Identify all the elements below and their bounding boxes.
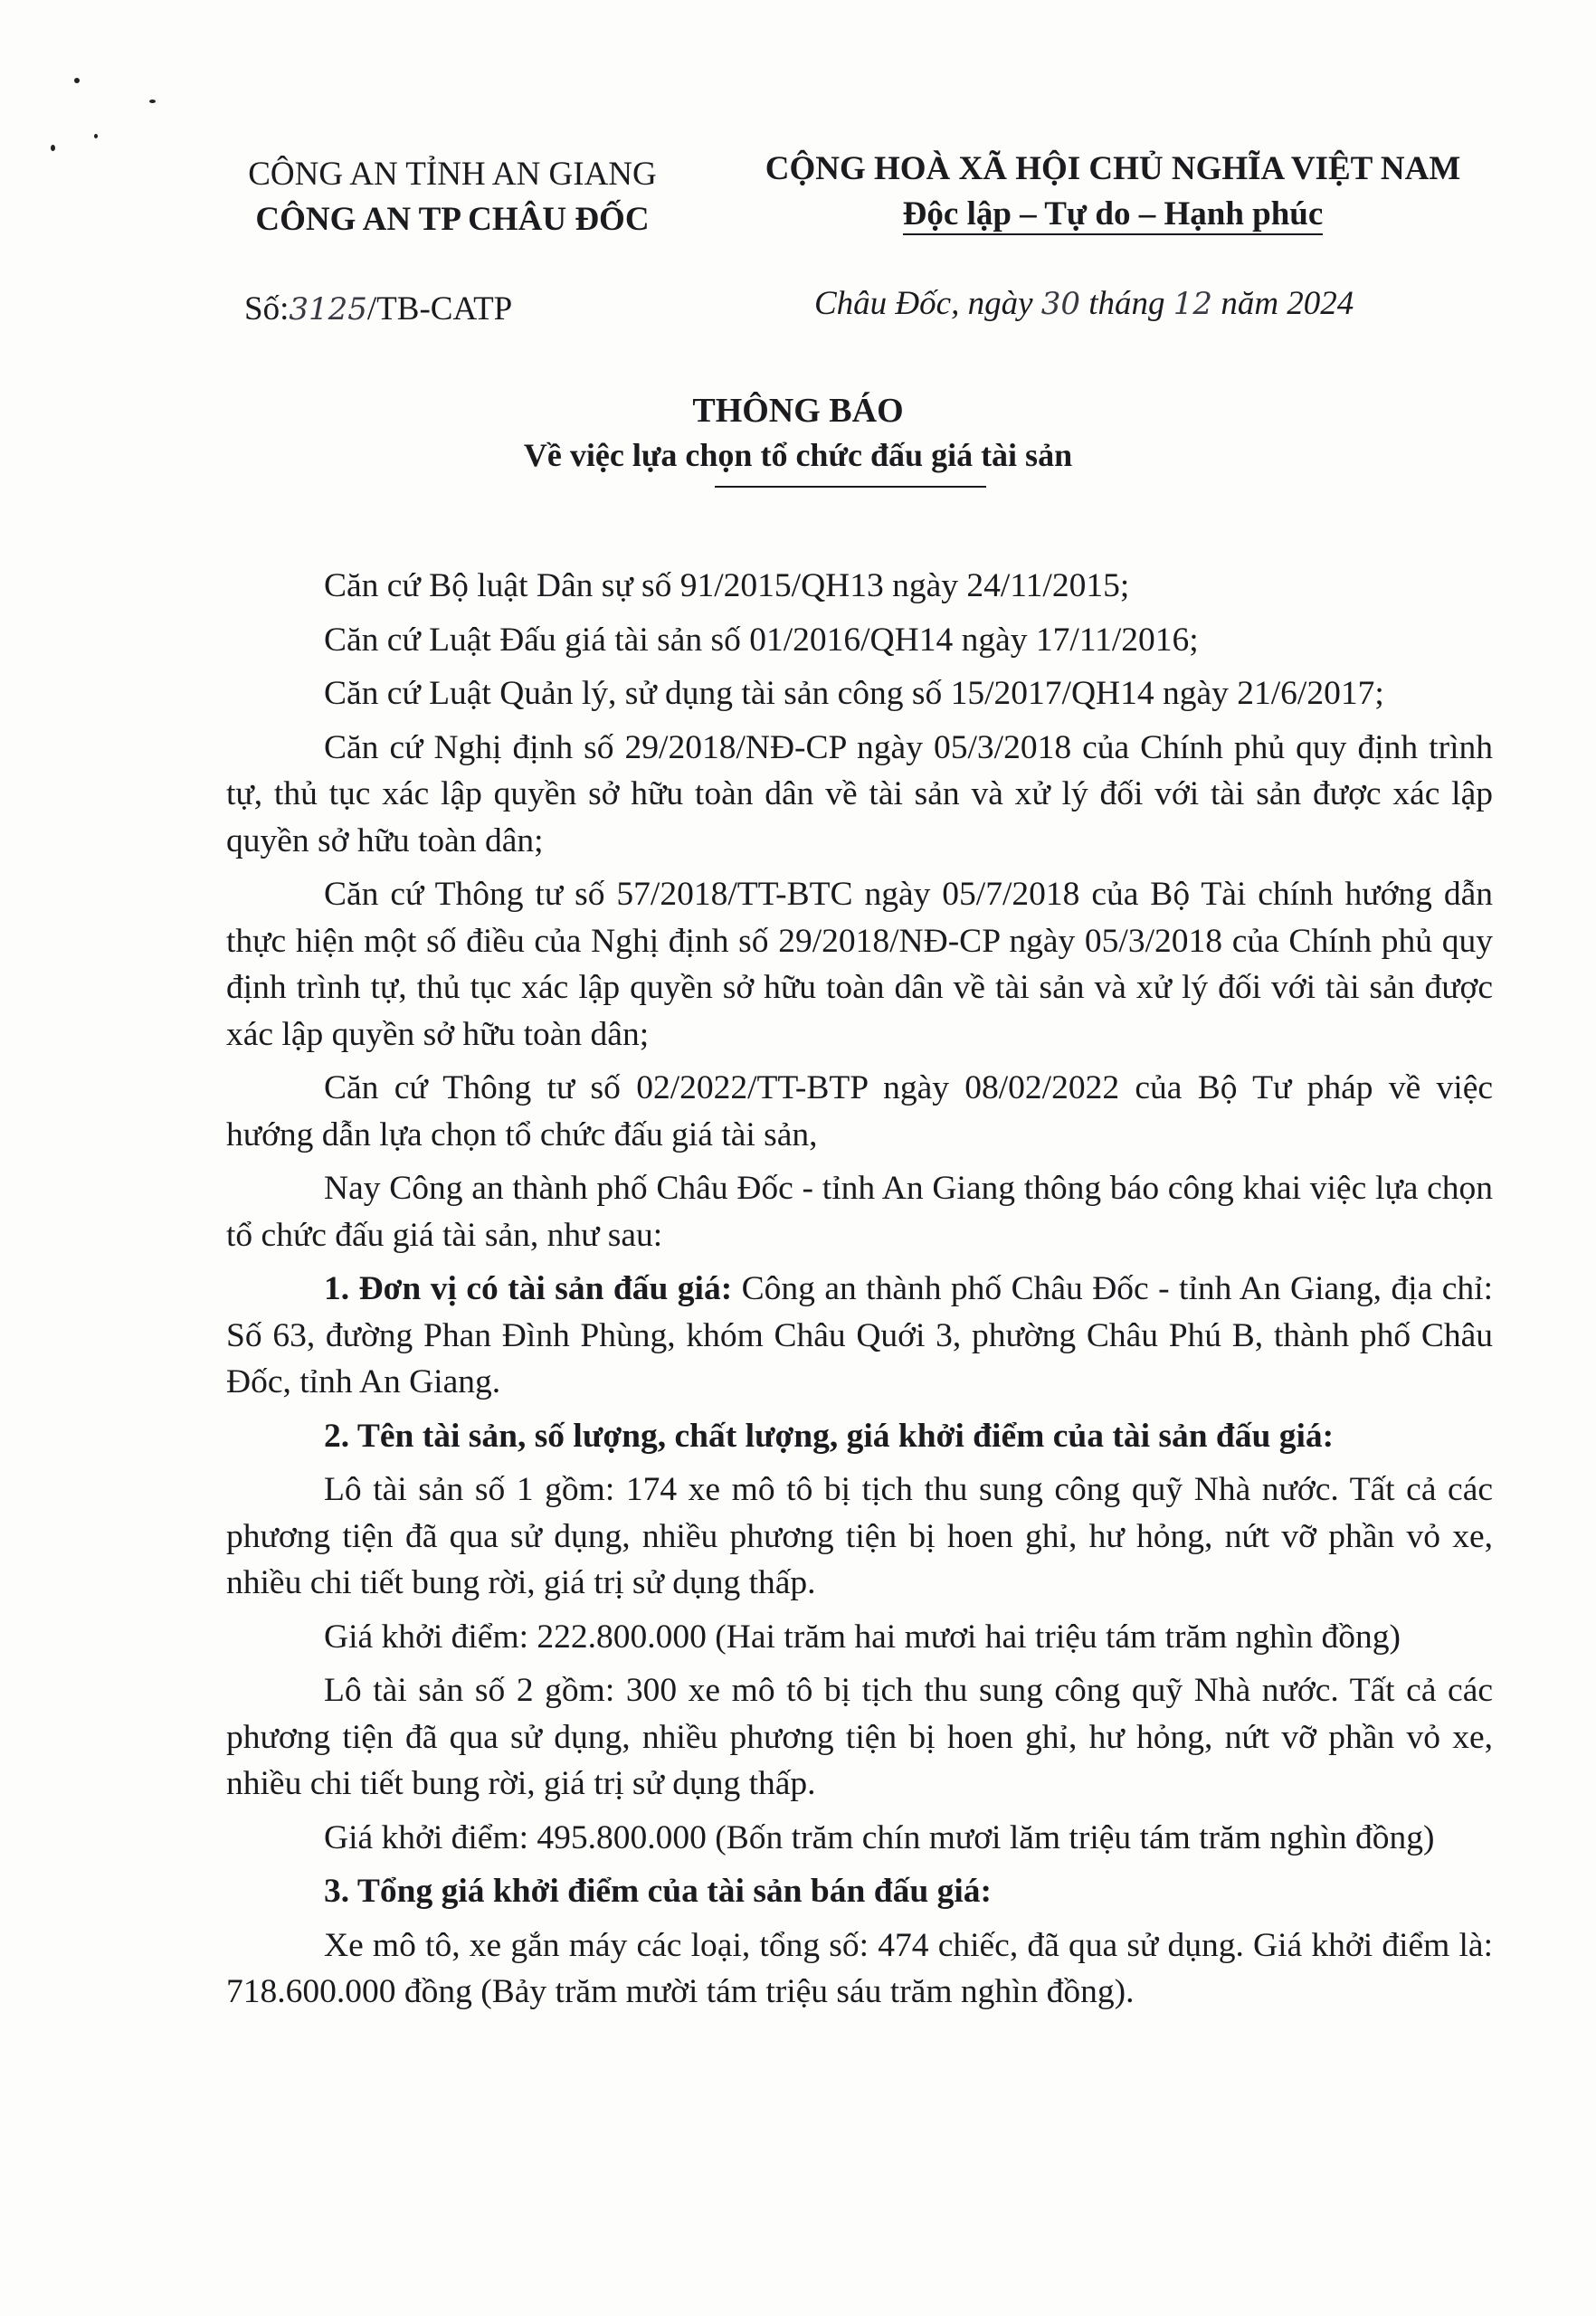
lot-2-description: Lô tài sản số 2 gồm: 300 xe mô tô bị tịch thu sung công quỹ Nhà nước. Tất cả các phương tiện đã qua sử dụng, nhiều phương tiện bị hoen ghỉ, hư hỏng, nứt vỡ phần vỏ xe, nhiều chi tiết bung rời, giá trị sử dụng thấp. (226, 1672, 1493, 1802)
scan-speck (149, 100, 156, 103)
lot-1-price: Giá khởi điểm: 222.800.000 (Hai trăm hai mươi hai triệu tám trăm nghìn đồng) (324, 1618, 1401, 1656)
document-number: Số:3125/TB-CATP (244, 290, 513, 327)
title-rule (715, 486, 986, 488)
issuing-agency-block (199, 152, 706, 242)
parent-agency: CÔNG AN TỈNH AN GIANG (248, 156, 657, 193)
legal-basis-5: Căn cứ Thông tư số 57/2018/TT-BTC ngày 05/7/2018 của Bộ Tài chính hướng dẫn thực hiện một số điều của Nghị định số 29/2018/NĐ-CP ngày 05/3/2018 của Chính phủ quy định trình tự, thủ tục xác lập quyền sở hữu toàn dân về tài sản và xử lý đối với tài sản được xác lập quyền sở hữu toàn dân; (226, 876, 1493, 1053)
handwritten-number: 3125 (289, 291, 367, 327)
issuing-agency: CÔNG AN TP CHÂU ĐỐC (255, 201, 650, 238)
section-3-heading: 3. Tổng giá khởi điểm của tài sản bán đấu giá: (324, 1873, 992, 1910)
lot-2-price: Giá khởi điểm: 495.800.000 (Bốn trăm chín mươi lăm triệu tám trăm nghìn đồng) (324, 1818, 1435, 1856)
section-2-heading: 2. Tên tài sản, số lượng, chất lượng, giá khởi điểm của tài sản đấu giá: (324, 1417, 1335, 1455)
scan-speck (51, 145, 55, 151)
document-body (226, 563, 1493, 2023)
section-1-heading: 1. Đơn vị có tài sản đấu giá: (324, 1270, 742, 1307)
legal-basis-6: Căn cứ Thông tư số 02/2022/TT-BTP ngày 08/02/2022 của Bộ Tư pháp về việc hướng dẫn lựa chọn tổ chức đấu giá tài sản, (226, 1069, 1493, 1153)
intro-paragraph: Nay Công an thành phố Châu Đốc - tỉnh An Giang thông báo công khai việc lựa chọn tổ chức đấu giá tài sản, như sau: (226, 1170, 1493, 1254)
legal-basis-2: Căn cứ Luật Đấu giá tài sản số 01/2016/QH14 ngày 17/11/2016; (324, 621, 1199, 659)
national-title-block (715, 147, 1511, 237)
section-3-text: Xe mô tô, xe gắn máy các loại, tổng số: 474 chiếc, đã qua sử dụng. Giá khởi điểm là: 718.600.000 đồng (Bảy trăm mười tám triệu sáu trăm nghìn đồng). (226, 1926, 1493, 2010)
legal-basis-1: Căn cứ Bộ luật Dân sự số 91/2015/QH13 ngày 24/11/2015; (324, 567, 1130, 604)
national-title: CỘNG HOÀ XÃ HỘI CHỦ NGHĨA VIỆT NAM (765, 150, 1461, 187)
section-1 (226, 1266, 1493, 1406)
place-date: Châu Đốc, ngày 30 tháng 12 năm 2024 (814, 285, 1354, 322)
lot-1-description: Lô tài sản số 1 gồm: 174 xe mô tô bị tịch thu sung công quỹ Nhà nước. Tất cả các phương tiện đã qua sử dụng, nhiều phương tiện bị hoen ghỉ, hư hỏng, nứt vỡ phần vỏ xe, nhiều chi tiết bung rời, giá trị sử dụng thấp. (226, 1471, 1493, 1601)
national-motto: Độc lập – Tự do – Hạnh phúc (715, 192, 1511, 237)
section-1-text: Công an thành phố Châu Đốc - tỉnh An Giang, địa chỉ: Số 63, đường Phan Đình Phùng, khóm Châu Quới 3, phường Châu Phú B, thành phố Châu Đốc, tỉnh An Giang. (226, 1270, 1493, 1400)
scan-speck (74, 78, 80, 83)
document-title: THÔNG BÁO (692, 392, 904, 430)
scan-speck (94, 134, 98, 138)
legal-basis-3: Căn cứ Luật Quản lý, sử dụng tài sản công số 15/2017/QH14 ngày 21/6/2017; (324, 675, 1384, 712)
legal-basis-4: Căn cứ Nghị định số 29/2018/NĐ-CP ngày 05/3/2018 của Chính phủ quy định trình tự, thủ tục xác lập quyền sở hữu toàn dân về tài sản và xử lý đối với tài sản được xác lập quyền sở hữu toàn dân; (226, 728, 1493, 859)
document-subtitle: Về việc lựa chọn tổ chức đấu giá tài sản (523, 437, 1073, 473)
